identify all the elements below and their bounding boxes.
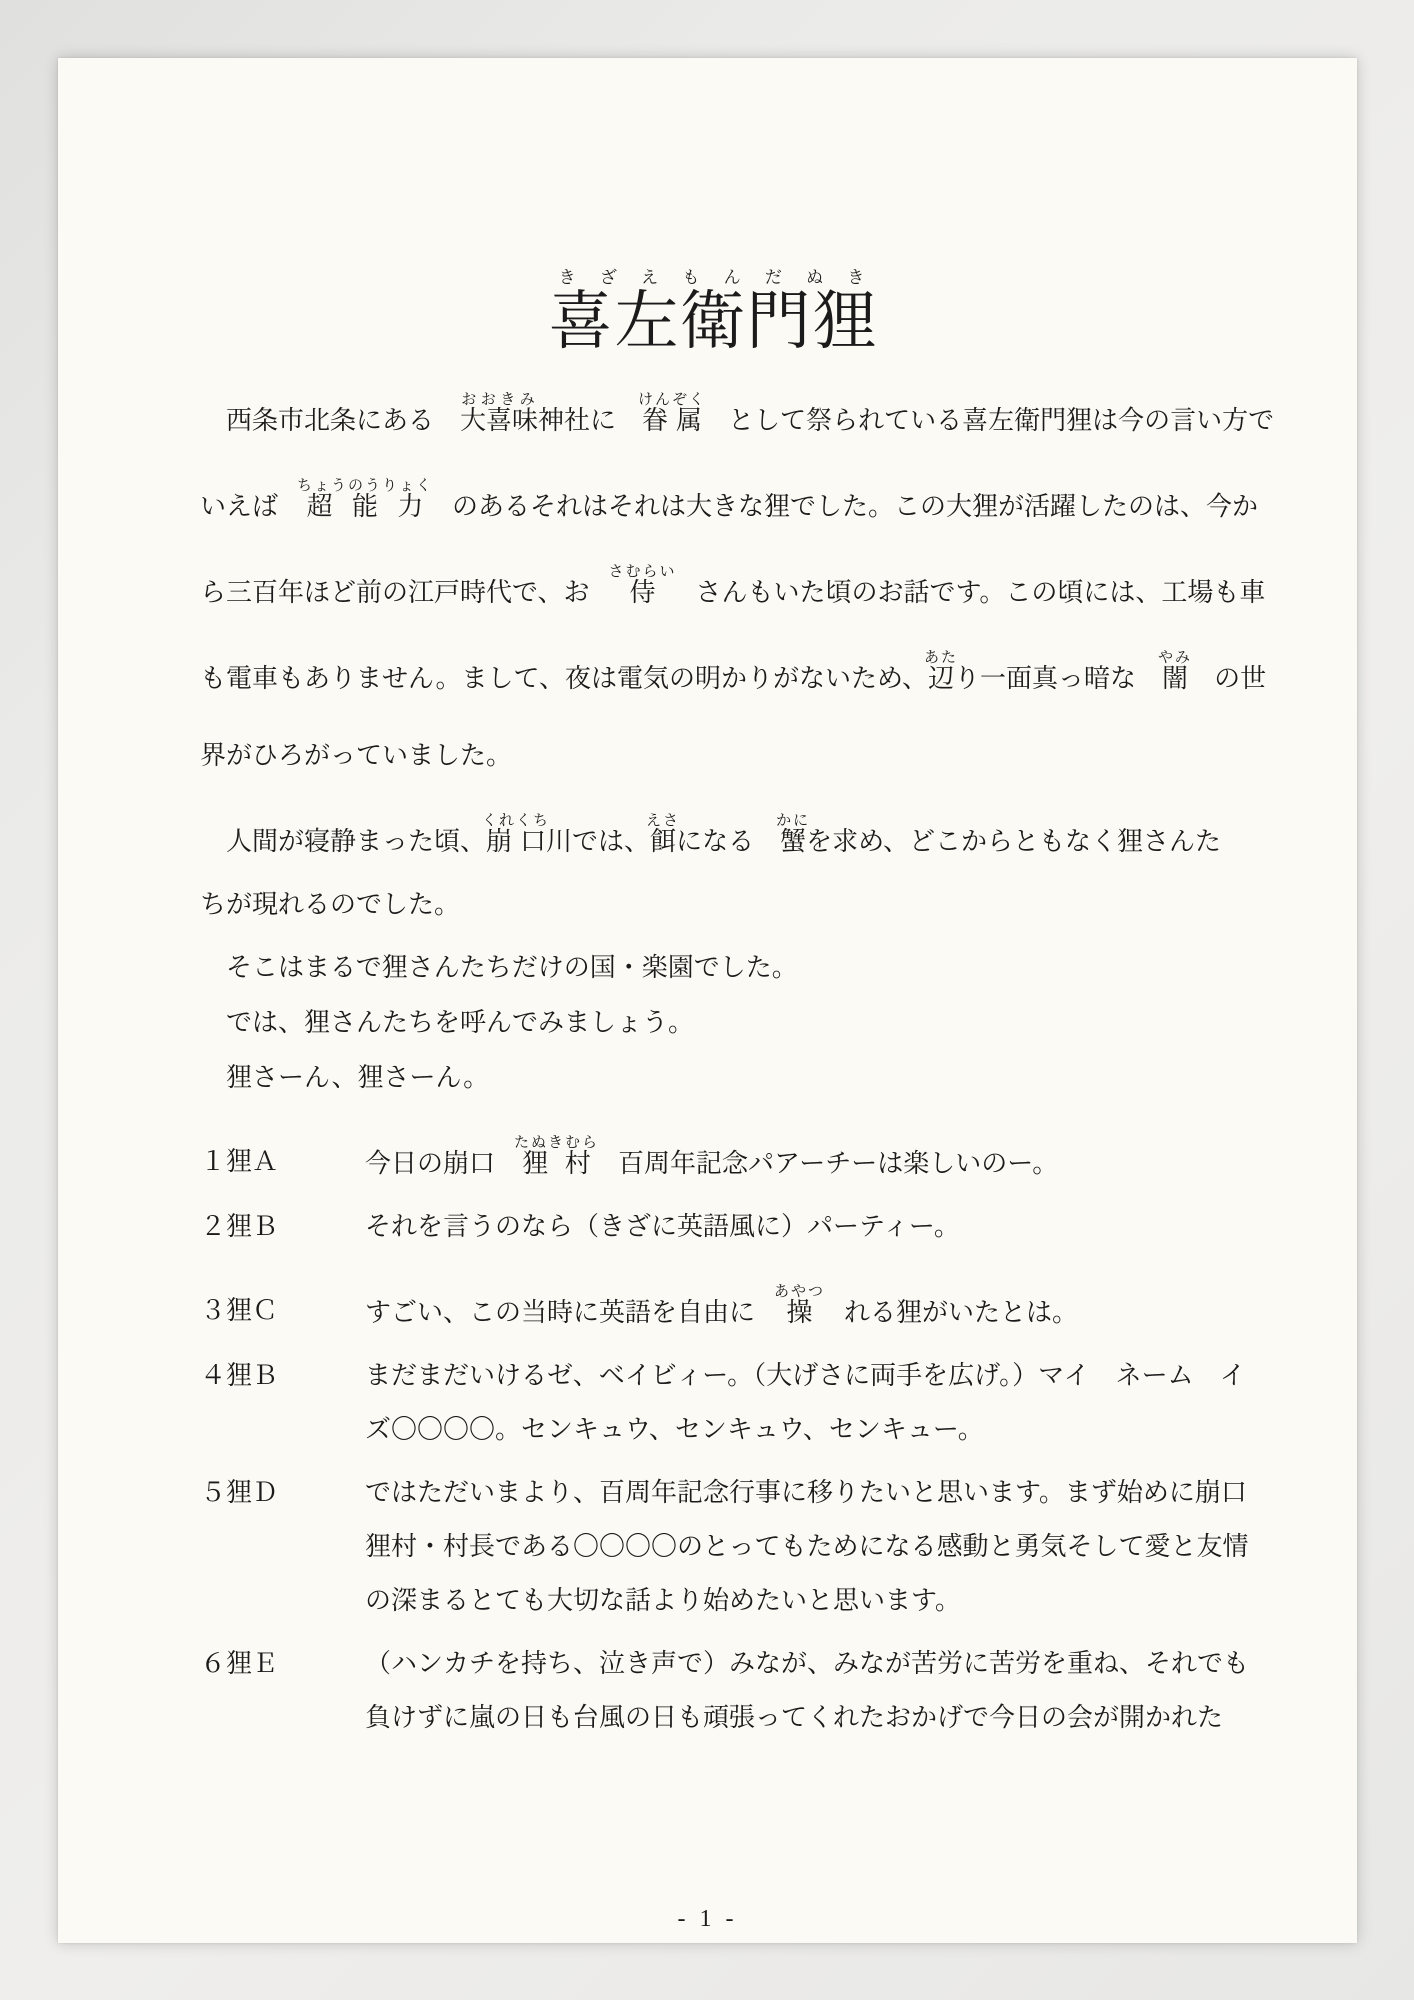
body-line: そこはまるで狸さんたちだけの国・楽園でした。 [200, 953, 798, 982]
body-line: 狸さーん、狸さーん。 [200, 1063, 490, 1092]
dialogue-text [365, 1466, 1249, 1628]
furigana: あやつ [774, 1284, 826, 1300]
ruby-word: 崩口くれくち [482, 813, 551, 856]
paragraph [200, 813, 1227, 932]
paragraph [200, 995, 1227, 1050]
paragraph [200, 392, 1275, 783]
furigana: かに [776, 813, 811, 829]
body-line: 人間が寝静まった頃、崩口くれくち川では、餌えさになる 蟹かにを求め、どこからともなく狸さんた [200, 813, 1222, 856]
body-line: 界がひろがっていました。 [200, 741, 513, 770]
dialogue-text [365, 1637, 1250, 1745]
dialogue-item [200, 1200, 1227, 1254]
dialogue-text [365, 1135, 1227, 1191]
dialogue-line: それを言うのなら（きざに英語風に）パーティー。 [365, 1212, 960, 1241]
dialogue-speaker-label: ４狸Ｂ [200, 1361, 279, 1390]
dialogue-item [200, 1284, 1227, 1340]
ruby-word: 蟹かに [776, 813, 811, 856]
body-line: では、狸さんたちを呼んでみましょう。 [200, 1008, 695, 1037]
dialogue-item [200, 1135, 1227, 1191]
ruby-word: 操あやつ [774, 1284, 826, 1327]
furigana: ちょうのうりょく [297, 478, 434, 494]
body-line: ちが現れるのでした。 [200, 890, 461, 919]
ruby-word: 眷属けんぞく [638, 392, 707, 435]
dialogue-speaker-label: １狸Ａ [200, 1147, 279, 1176]
document-page [58, 58, 1357, 1943]
dialogue-line: 負けずに嵐の日も台風の日も頑張ってくれたおかげで今日の会が開かれた [365, 1703, 1224, 1732]
ruby-word: 侍さむらい [608, 564, 677, 607]
dialogue-text [365, 1200, 1227, 1254]
ruby-word: 餌えさ [646, 813, 681, 856]
dialogue-speaker-label: ３狸Ｃ [200, 1296, 279, 1325]
paragraph [200, 1050, 1227, 1105]
dialogue-list [200, 1135, 1250, 1745]
ruby-word: 闇やみ [1158, 650, 1193, 693]
body-line: も電車もありません。まして、夜は電気の明かりがないため、辺あたり一面真っ暗な 闇やみ の世 [200, 650, 1267, 693]
furigana: やみ [1158, 650, 1193, 666]
furigana: あた [924, 650, 959, 666]
ruby-word: 喜左衛門狸きざえもんだぬき [548, 268, 879, 357]
ruby-word: 狸村たぬきむら [514, 1135, 600, 1178]
dialogue-text [365, 1284, 1227, 1340]
dialogue-line: （ハンカチを持ち、泣き声で）みなが、みなが苦労に苦労を重ね、それでも [365, 1649, 1250, 1678]
dialogue-line: の深まるとても大切な話より始めたいと思います。 [365, 1586, 961, 1615]
furigana: たぬきむら [514, 1135, 600, 1151]
ruby-word: 超能力ちょうのうりょく [297, 478, 434, 521]
paragraph [200, 940, 1227, 995]
furigana: くれくち [482, 813, 551, 829]
furigana: きざえもんだぬき [548, 268, 879, 287]
body-line: ら三百年ほど前の江戸時代で、お 侍さむらい さんもいた頃のお話です。この頃には、工場も車 [200, 564, 1266, 607]
dialogue-speaker-label: ２狸Ｂ [200, 1212, 279, 1241]
furigana: おおきみ [460, 392, 539, 408]
body-line: いえば 超能力ちょうのうりょく のあるそれはそれは大きな狸でした。この大狸が活躍したのは、今か [200, 478, 1259, 521]
intro-paragraphs [200, 392, 1275, 1105]
dialogue-text [365, 1349, 1246, 1457]
ruby-word: 大喜味おおきみ [460, 392, 539, 435]
ruby-word: 辺あた [924, 650, 959, 693]
dialogue-line: 狸村・村長である〇〇〇〇のとってもためになる感動と勇気そして愛と友情 [365, 1532, 1249, 1561]
dialogue-line: ズ〇〇〇〇。センキュウ、センキュウ、センキュー。 [365, 1415, 984, 1444]
page-title [200, 268, 1227, 362]
dialogue-line: すごい、この当時に英語を自由に 操あやつ れる狸がいたとは。 [365, 1284, 1079, 1327]
dialogue-speaker-label: ６狸Ｅ [200, 1649, 279, 1678]
dialogue-line: ではただいまより、百周年記念行事に移りたいと思います。まず始めに崩口 [365, 1478, 1247, 1507]
dialogue-line: まだまだいけるゼ、ベイビィー。（大げさに両手を広げ。）マイ ネーム イ [365, 1361, 1246, 1390]
furigana: えさ [646, 813, 681, 829]
page-number: - 1 - [677, 1906, 738, 1932]
dialogue-item [200, 1349, 1246, 1457]
body-line: 西条市北条にある 大喜味おおきみ神社に 眷属けんぞく として祭られている喜左衛門狸は今の言い方で [200, 392, 1275, 435]
dialogue-item [200, 1637, 1250, 1745]
furigana: さむらい [608, 564, 677, 580]
dialogue-item [200, 1466, 1249, 1628]
dialogue-speaker-label: ５狸Ｄ [200, 1478, 279, 1507]
furigana: けんぞく [638, 392, 707, 408]
dialogue-line: 今日の崩口 狸村たぬきむら 百周年記念パアーチーは楽しいのー。 [365, 1135, 1059, 1178]
